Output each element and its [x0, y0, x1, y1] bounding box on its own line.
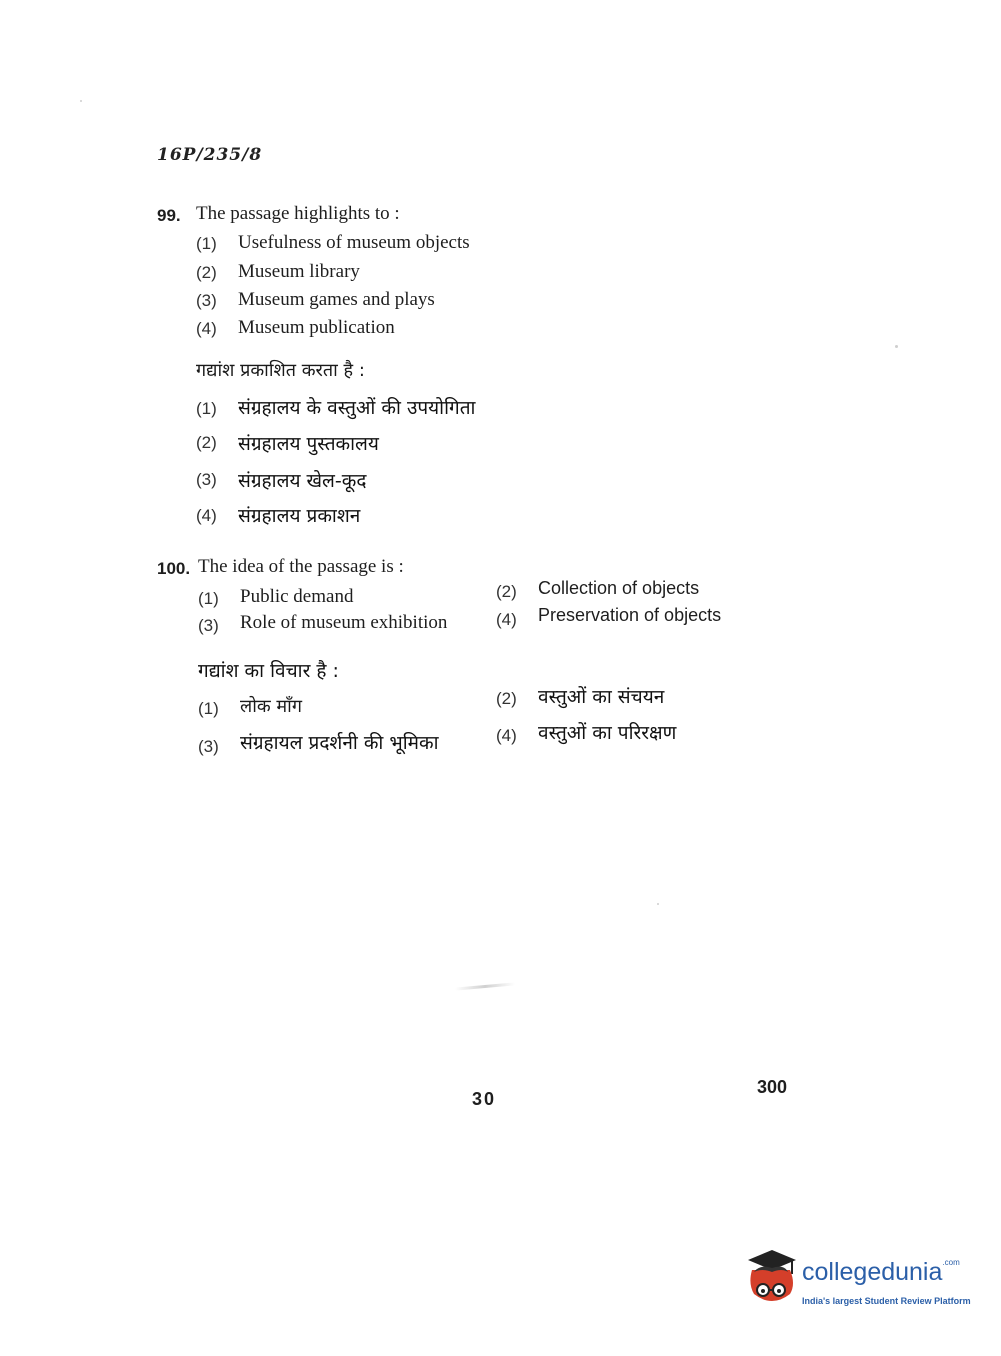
- q100-opt3-text: Role of museum exhibition: [240, 612, 448, 633]
- q100-opt2-text: Collection of objects: [538, 578, 700, 598]
- logo-suffix: .com: [942, 1258, 960, 1267]
- logo-wordmark: collegedunia: [802, 1258, 943, 1286]
- q99-question: The passage highlights to :: [196, 203, 400, 224]
- collegedunia-logo: [742, 1250, 972, 1320]
- q99-hi-opt3-text: संग्रहालय खेल-कूद: [238, 470, 367, 492]
- q99-opt1-num: (1): [196, 234, 217, 253]
- q100-hi-opt3-num: (3): [198, 737, 219, 756]
- q100-opt1-num: (1): [198, 589, 219, 608]
- q100-opt4-num: (4): [496, 610, 517, 629]
- q100-hi-opt1-num: (1): [198, 699, 219, 718]
- q99-number: 99.: [157, 206, 181, 225]
- scan-dot: [80, 100, 82, 102]
- page-number: 30: [472, 1089, 497, 1109]
- q99-hi-opt2-text: संग्रहालय पुस्तकालय: [238, 433, 379, 455]
- q100-opt1-text: Public demand: [240, 586, 354, 607]
- q99-opt3-num: (3): [196, 291, 217, 310]
- scan-dot: [657, 903, 659, 905]
- q100-opt4-text: Preservation of objects: [538, 605, 722, 625]
- q99-opt4-text: Museum publication: [238, 317, 395, 338]
- q100-question: The idea of the passage is :: [198, 556, 404, 577]
- q99-opt1-text: Usefulness of museum objects: [238, 232, 470, 253]
- q100-hi-opt1-text: लोक माँग: [240, 696, 302, 717]
- q100-hi-opt2-text: वस्तुओं का संचयन: [538, 686, 665, 708]
- q100-opt3-num: (3): [198, 616, 219, 635]
- q99-opt2-text: Museum library: [238, 261, 360, 282]
- q99-hi-opt3-num: (3): [196, 470, 217, 489]
- q100-opt2-num: (2): [496, 582, 517, 601]
- q100-hi-opt4-text: वस्तुओं का परिरक्षण: [538, 722, 677, 744]
- q99-opt3-text: Museum games and plays: [238, 289, 435, 310]
- q99-hi-opt4-text: संग्रहालय प्रकाशन: [238, 505, 361, 527]
- logo-tagline: India's largest Student Review Platform: [802, 1296, 971, 1306]
- q99-hi-opt1-num: (1): [196, 399, 217, 418]
- q99-hi-opt1-text: संग्रहालय के वस्तुओं की उपयोगिता: [238, 397, 476, 419]
- scan-dot: [895, 345, 898, 348]
- mascot-icon: [742, 1250, 800, 1312]
- paper-code: 16P/235/8: [157, 145, 263, 165]
- q100-hi-opt3-text: संग्रहायल प्रदर्शनी की भूमिका: [240, 732, 439, 754]
- q99-hi-opt4-num: (4): [196, 506, 217, 525]
- q99-hi-opt2-num: (2): [196, 433, 217, 452]
- page-total: 300: [757, 1077, 788, 1097]
- q99-opt4-num: (4): [196, 319, 217, 338]
- q100-hi-opt4-num: (4): [496, 726, 517, 745]
- scan-smudge: [455, 982, 515, 990]
- q100-number: 100.: [157, 559, 191, 578]
- q100-question-hindi: गद्यांश का विचार है :: [198, 660, 339, 682]
- q100-hi-opt2-num: (2): [496, 689, 517, 708]
- q99-question-hindi: गद्यांश प्रकाशित करता है :: [196, 360, 365, 381]
- q99-opt2-num: (2): [196, 263, 217, 282]
